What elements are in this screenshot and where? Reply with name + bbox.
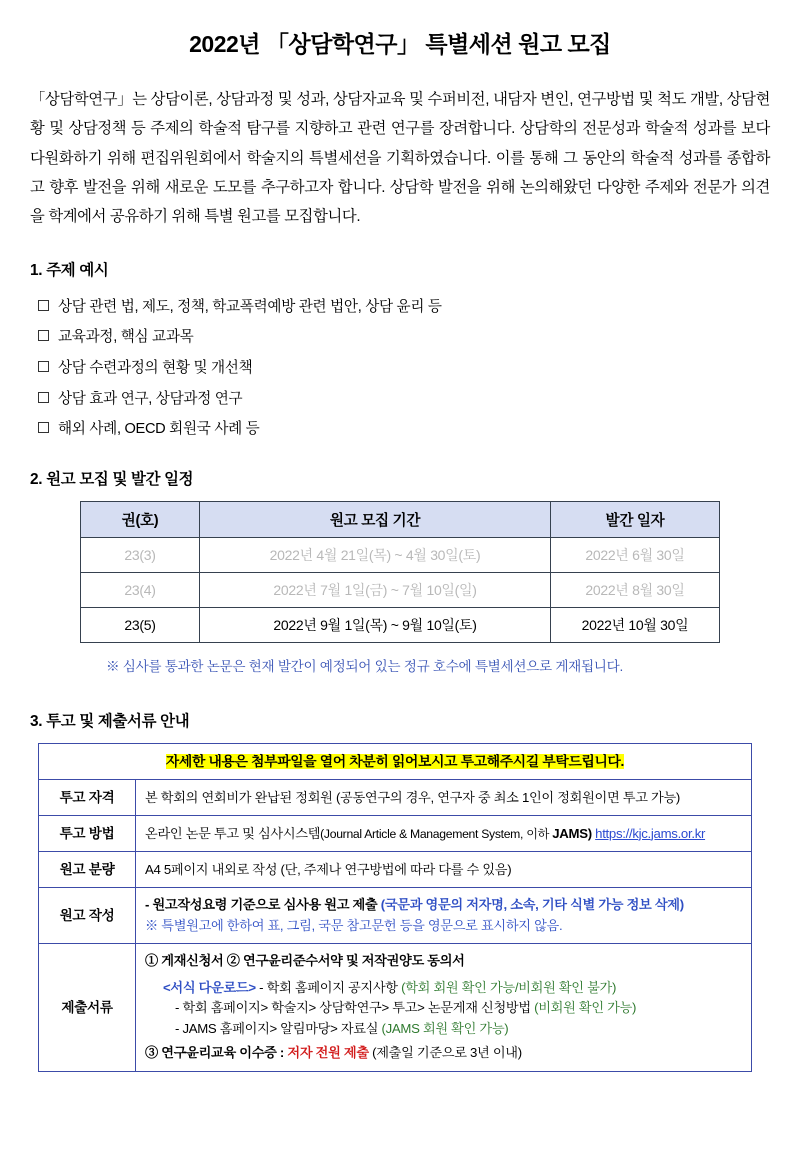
documents-line1: ① 게재신청서 ② 연구윤리준수서약 및 저작권양도 동의서 [145, 953, 465, 969]
schedule-table [80, 501, 720, 643]
section-title: 주제 예시 [46, 261, 109, 279]
schedule-note: ※ 심사를 통과한 논문은 현재 발간이 예정되어 있는 정규 호수에 특별세션으로 게재됩니다. [106, 658, 623, 674]
form-download-label: <서식 다운로드> [163, 979, 256, 995]
row-value-length: A4 5페이지 내외로 작성 (단, 주제나 연구방법에 따라 다를 수 있음) [136, 852, 752, 888]
cell-publication: 2022년 6월 30일 [551, 537, 720, 572]
documents-line2 [145, 978, 742, 998]
list-item [28, 384, 772, 415]
table-row [81, 607, 720, 642]
section-number: 1. [30, 261, 43, 279]
column-header-period: 원고 모집 기간 [200, 501, 551, 537]
row-label-length: 원고 분량 [39, 852, 136, 888]
method-text-b: (Journal Article & Management System, 이하 [320, 826, 553, 841]
section-heading-topics [30, 258, 772, 280]
documents-line4 [145, 1019, 742, 1039]
documents-line4-b: (JAMS 회원 확인 가능) [381, 1020, 509, 1036]
row-value-qualification: 본 학회의 연회비가 완납된 정회원 (공동연구의 경우, 연구자 중 최소 1인이 정회원이면 투고 가능) [136, 780, 752, 816]
table-row [39, 816, 752, 852]
documents-line5 [145, 1043, 742, 1063]
checkbox-icon [38, 330, 49, 341]
topic-list [28, 292, 772, 445]
schedule-table-wrap [28, 501, 772, 643]
table-row-banner [39, 743, 752, 779]
list-item [28, 322, 772, 353]
row-label-writing: 원고 작성 [39, 888, 136, 944]
documents-line5-c: (제출일 기준으로 3년 이내) [368, 1045, 522, 1061]
row-value-writing [136, 888, 752, 944]
cell-volume: 23(3) [81, 537, 200, 572]
cell-publication: 2022년 8월 30일 [551, 572, 720, 607]
checkbox-icon [38, 361, 49, 372]
writing-line2: ※ 특별원고에 한하여 표, 그림, 국문 참고문헌 등을 영문으로 표시하지 않음. [145, 917, 563, 933]
documents-line3 [145, 998, 742, 1018]
list-item [28, 353, 772, 384]
checkbox-icon [38, 422, 49, 433]
documents-line5-b: 저자 전원 제출 [287, 1045, 369, 1061]
cell-period: 2022년 9월 1일(목) ~ 9월 10일(토) [200, 607, 551, 642]
list-item [28, 292, 772, 323]
documents-line3-b: (비회원 확인 가능) [534, 1000, 637, 1016]
method-jams: JAMS) [552, 825, 592, 841]
documents-line3-a: - 학회 홈페이지> 학술지> 상담학연구> 투고> 논문게재 신청방법 [175, 1000, 535, 1016]
topic-text: 상담 관련 법, 제도, 정책, 학교폭력예방 관련 법안, 상담 윤리 등 [58, 298, 442, 315]
banner-text: 자세한 내용은 첨부파일을 열어 차분히 읽어보시고 투고해주시길 부탁드립니다. [165, 753, 625, 769]
row-label-method: 투고 방법 [39, 816, 136, 852]
column-header-publication: 발간 일자 [551, 501, 720, 537]
table-row [81, 537, 720, 572]
documents-line5-a: ③ 연구윤리교육 이수증 : [145, 1045, 288, 1061]
section-heading-schedule [30, 467, 772, 489]
jams-link[interactable]: https://kjc.jams.or.kr [595, 825, 706, 841]
list-item [28, 414, 772, 445]
documents-line2-b: - 학회 홈페이지 공지사항 [255, 979, 402, 995]
section-heading-submission [30, 709, 772, 731]
table-row [39, 852, 752, 888]
writing-line1-a: - 원고작성요령 기준으로 심사용 원고 제출 [145, 897, 381, 913]
documents-line4-a: - JAMS 홈페이지> 알림마당> 자료실 [175, 1020, 382, 1036]
table-row [39, 944, 752, 1071]
row-label-documents: 제출서류 [39, 944, 136, 1071]
table-row [39, 780, 752, 816]
page-title: 2022년 「상담학연구」 특별세션 원고 모집 [189, 31, 611, 57]
table-row [81, 572, 720, 607]
cell-volume: 23(4) [81, 572, 200, 607]
topic-text: 교육과정, 핵심 교과목 [58, 329, 194, 346]
section-title: 투고 및 제출서류 안내 [46, 712, 190, 730]
cell-publication: 2022년 10월 30일 [551, 607, 720, 642]
checkbox-icon [38, 392, 49, 403]
section-number: 2. [30, 470, 43, 488]
topic-text: 상담 수련과정의 현황 및 개선책 [58, 360, 253, 377]
cell-period: 2022년 4월 21일(목) ~ 4월 30일(토) [200, 537, 551, 572]
column-header-volume: 권(호) [81, 501, 200, 537]
documents-line2-c: (학회 회원 확인 가능/비회원 확인 불가) [401, 979, 617, 995]
submission-banner [39, 743, 752, 779]
table-row [39, 888, 752, 944]
table-header-row [81, 501, 720, 537]
writing-line1-b: (국문과 영문의 저자명, 소속, 기타 식별 가능 정보 삭제) [380, 897, 684, 913]
section-title: 원고 모집 및 발간 일정 [46, 470, 194, 488]
section-number: 3. [30, 712, 43, 730]
method-text-a: 온라인 논문 투고 및 심사시스템 [145, 825, 321, 841]
cell-period: 2022년 7월 1일(금) ~ 7월 10일(일) [200, 572, 551, 607]
topic-text: 해외 사례, OECD 회원국 사례 등 [58, 421, 260, 438]
intro-paragraph: 「상담학연구」는 상담이론, 상담과정 및 성과, 상담자교육 및 수퍼비전, 내담자 변인, 연구방법 및 척도 개발, 상담현황 및 상담정책 등 주제의 학술적 탐구를 지향하고 관련 연구를 장려합니다. 상담학의 전문성과 학술적 성과를 보다 다원화하기 위해 편집위원회에서 학술지의 특별세션을 기획하였습니다. 이를 통해 그 동안의 학술적 성과를 종합하고 향후 발전을 위해 새로운 도모를 추구하고자 합니다. 상담학 발전을 위해 논의해왔던 다양한 주제와 전문가 의견을 학계에서 공유하기 위해 특별 원고를 모집합니다. [30, 91, 770, 226]
cell-volume: 23(5) [81, 607, 200, 642]
row-label-qualification: 투고 자격 [39, 780, 136, 816]
row-value-method [136, 816, 752, 852]
checkbox-icon [38, 300, 49, 311]
submission-table [38, 743, 752, 1072]
row-value-documents [136, 944, 752, 1071]
topic-text: 상담 효과 연구, 상담과정 연구 [58, 390, 243, 407]
